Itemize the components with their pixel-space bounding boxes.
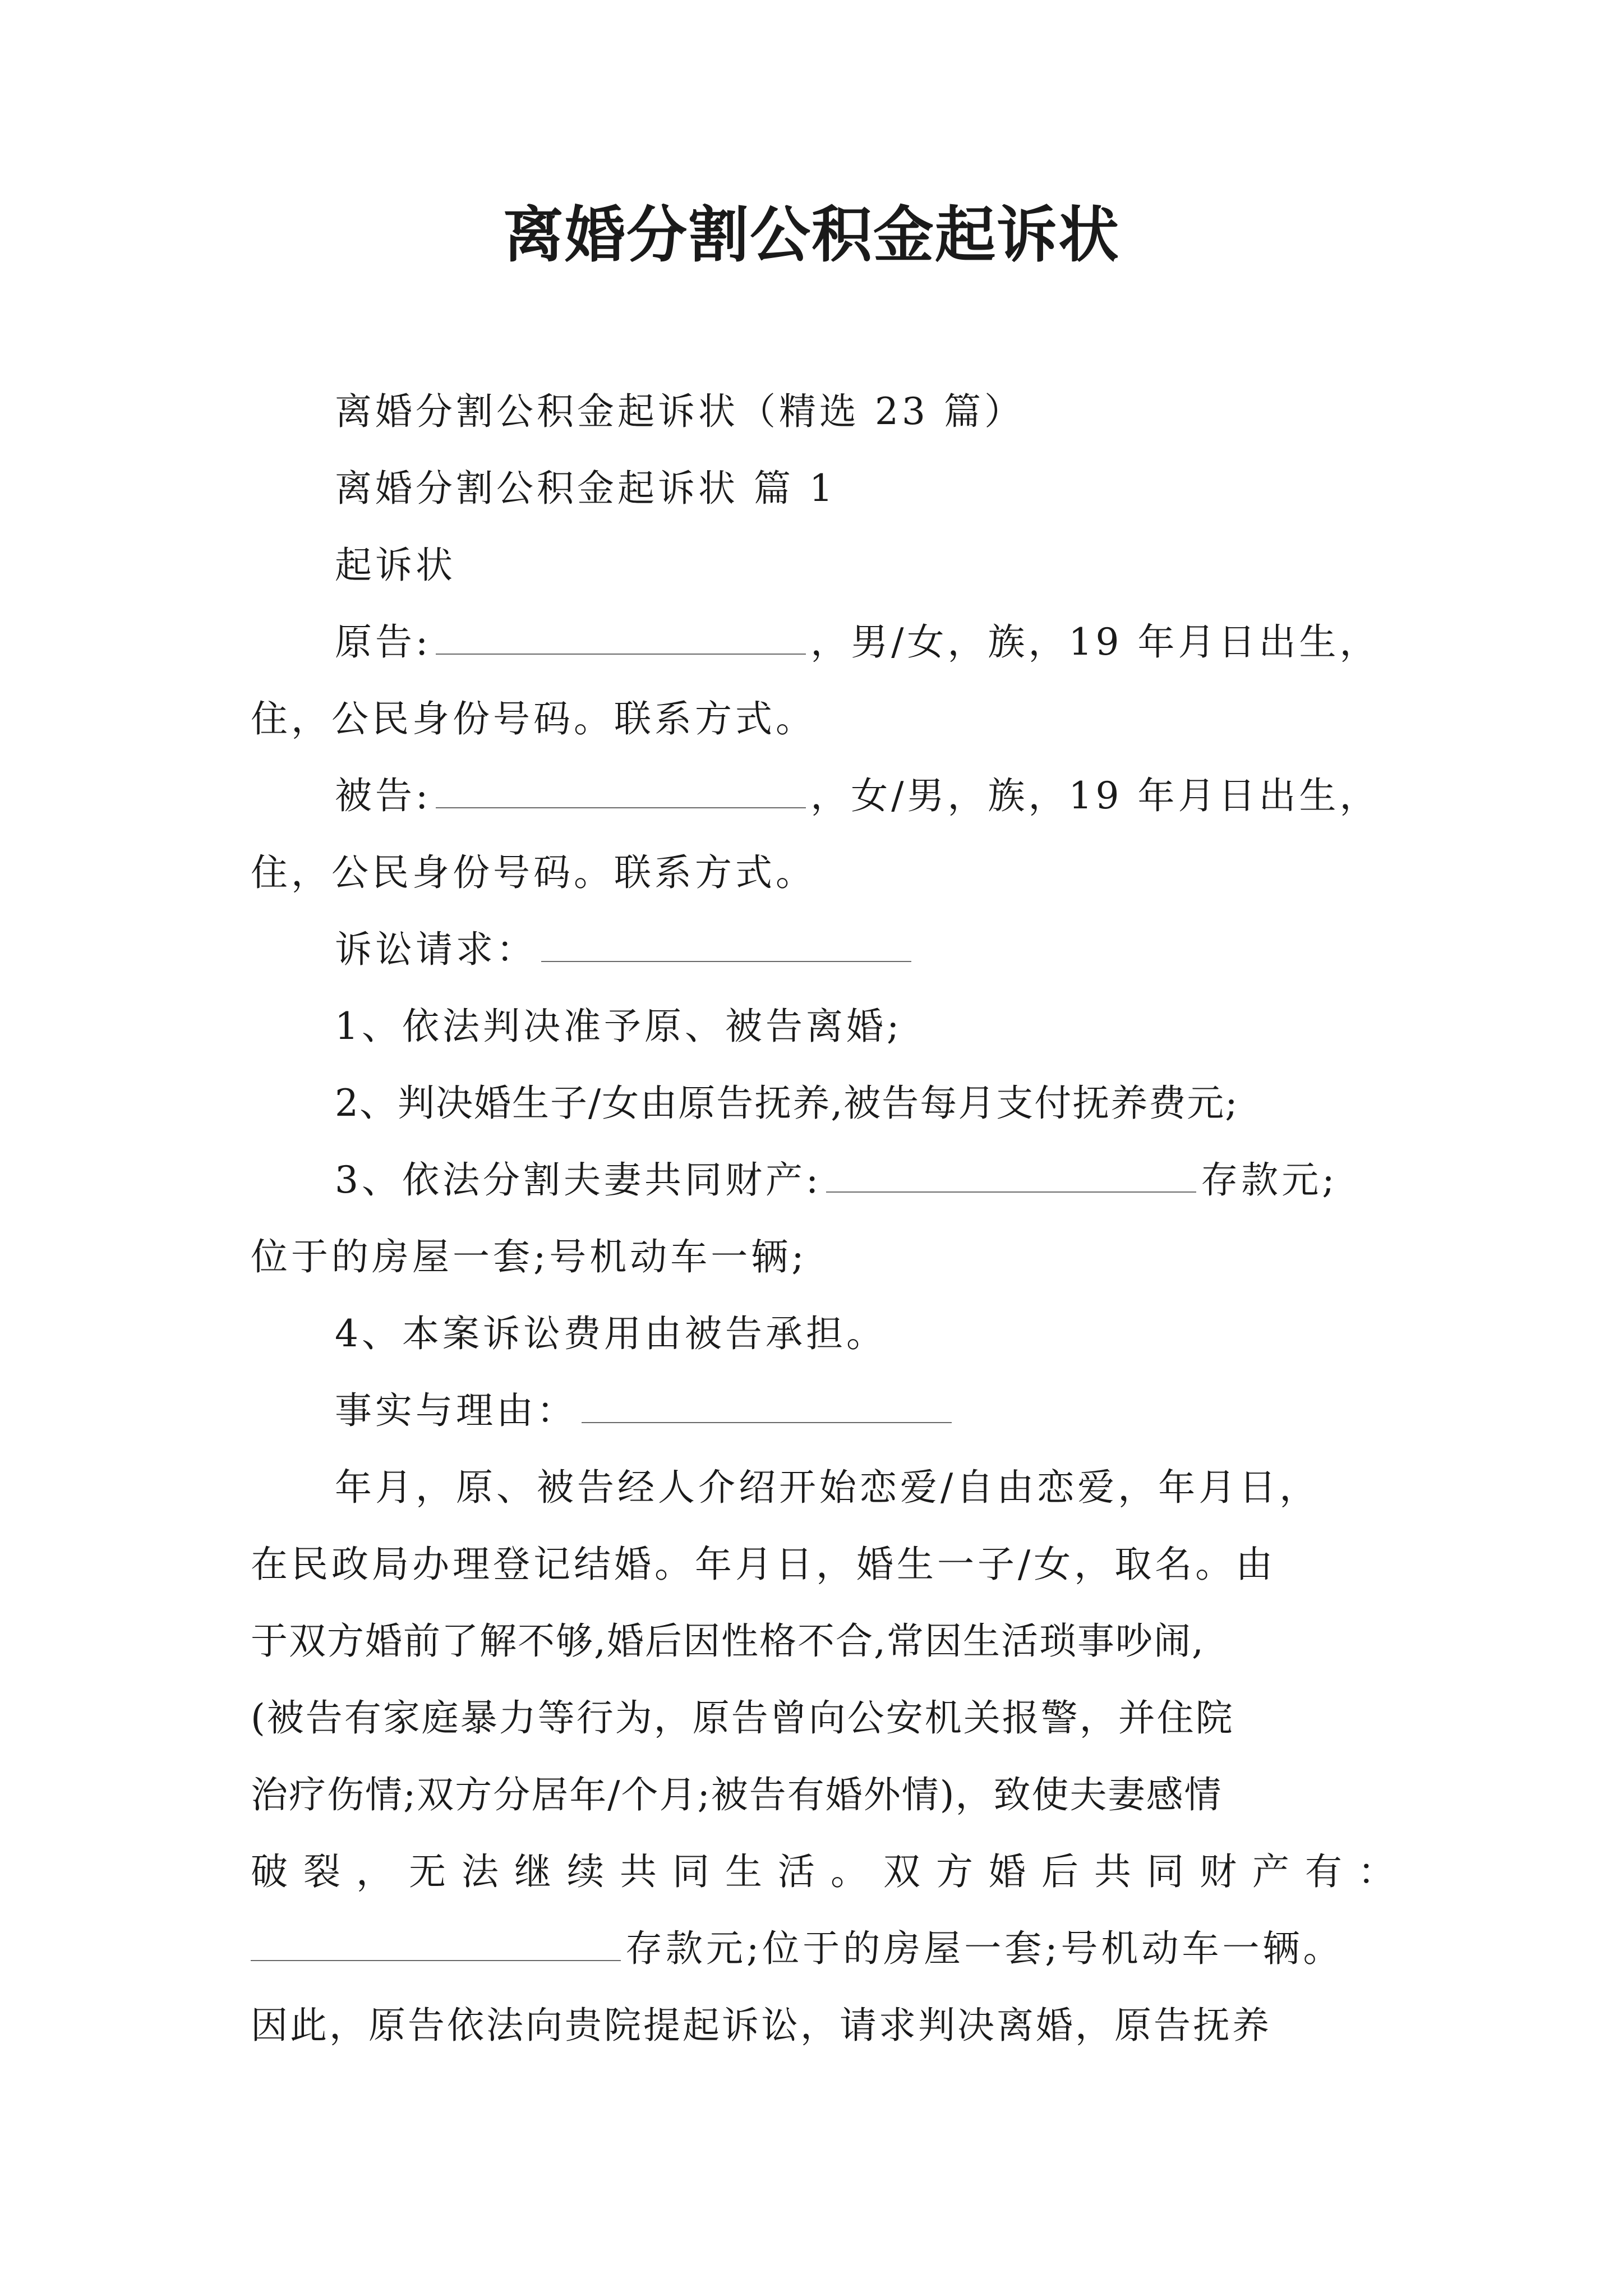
claims-blank — [541, 933, 911, 962]
facts-label: 事实与理由： — [335, 1389, 577, 1432]
claim-item-3 — [251, 1142, 1378, 1218]
plaintiff-blank — [436, 625, 806, 655]
facts-paragraph-line: (被告有家庭暴力等行为，原告曾向公安机关报警，并住院 — [251, 1696, 1234, 1740]
plaintiff-address-line: 住，公民身份号码。联系方式。 — [251, 697, 816, 740]
claim-item-3-cont: 位于的房屋一套;号机动车一辆; — [251, 1235, 808, 1278]
claim-item-1: 1、依法判决准予原、被告离婚; — [335, 1005, 903, 1048]
facts-paragraph-line: 在民政局办理登记结婚。年月日，婚生一子/女，取名。由 — [251, 1543, 1276, 1586]
facts-paragraph-line: 年月，原、被告经人介绍开始恋爱/自由恋爱，年月日， — [335, 1466, 1320, 1509]
joint-property-text: 存款元;位于的房屋一套;号机动车一辆。 — [625, 1927, 1344, 1970]
claim-item-2: 2、判决婚生子/女由原告抚养,被告每月支付抚养费元; — [335, 1082, 1239, 1125]
facts-paragraph-line: 因此，原告依法向贵院提起诉讼，请求判决离婚，原告抚养 — [251, 2004, 1271, 2047]
facts-paragraph-line: 治疗伤情;双方分居年/个月;被告有婚外情)，致使夫妻感情 — [251, 1773, 1223, 1816]
facts-heading-line — [251, 1372, 1378, 1449]
complaint-heading: 起诉状 — [335, 544, 456, 587]
subtitle-line: 离婚分割公积金起诉状（精选 23 篇） — [335, 390, 1025, 433]
defendant-blank — [436, 779, 806, 808]
facts-paragraph-line: 于双方婚前了解不够,婚后因性格不合,常因生活琐事吵闹, — [251, 1619, 1205, 1663]
claims-label: 诉讼请求： — [335, 928, 537, 971]
plaintiff-line — [251, 604, 1378, 680]
document-title: 离婚分割公积金起诉状 — [502, 200, 1120, 270]
defendant-details: ，女/男，族，19 年月日出生， — [810, 774, 1380, 817]
facts-blank — [582, 1394, 952, 1423]
property-blank — [826, 1163, 1196, 1193]
claim-item-4: 4、本案诉讼费用由被告承担。 — [335, 1312, 887, 1355]
joint-property-blank — [251, 1932, 621, 1961]
section-heading: 离婚分割公积金起诉状 篇 1 — [335, 467, 836, 510]
defendant-label: 被告: — [335, 774, 432, 817]
facts-paragraph-line: 破裂，无法继续共同生活。双方婚后共同财产有： — [251, 1850, 1410, 1893]
defendant-line — [251, 757, 1378, 834]
plaintiff-label: 原告: — [335, 620, 432, 664]
claim-item-3-label: 3、依法分割夫妻共同财产: — [335, 1158, 822, 1202]
document-body — [251, 373, 1410, 2064]
claim-item-3-deposit: 存款元; — [1201, 1158, 1338, 1202]
facts-paragraph-line — [251, 1910, 1378, 1987]
defendant-address-line: 住，公民身份号码。联系方式。 — [251, 851, 816, 894]
plaintiff-details: ，男/女，族，19 年月日出生， — [810, 620, 1380, 664]
claims-heading-line — [251, 911, 1378, 988]
